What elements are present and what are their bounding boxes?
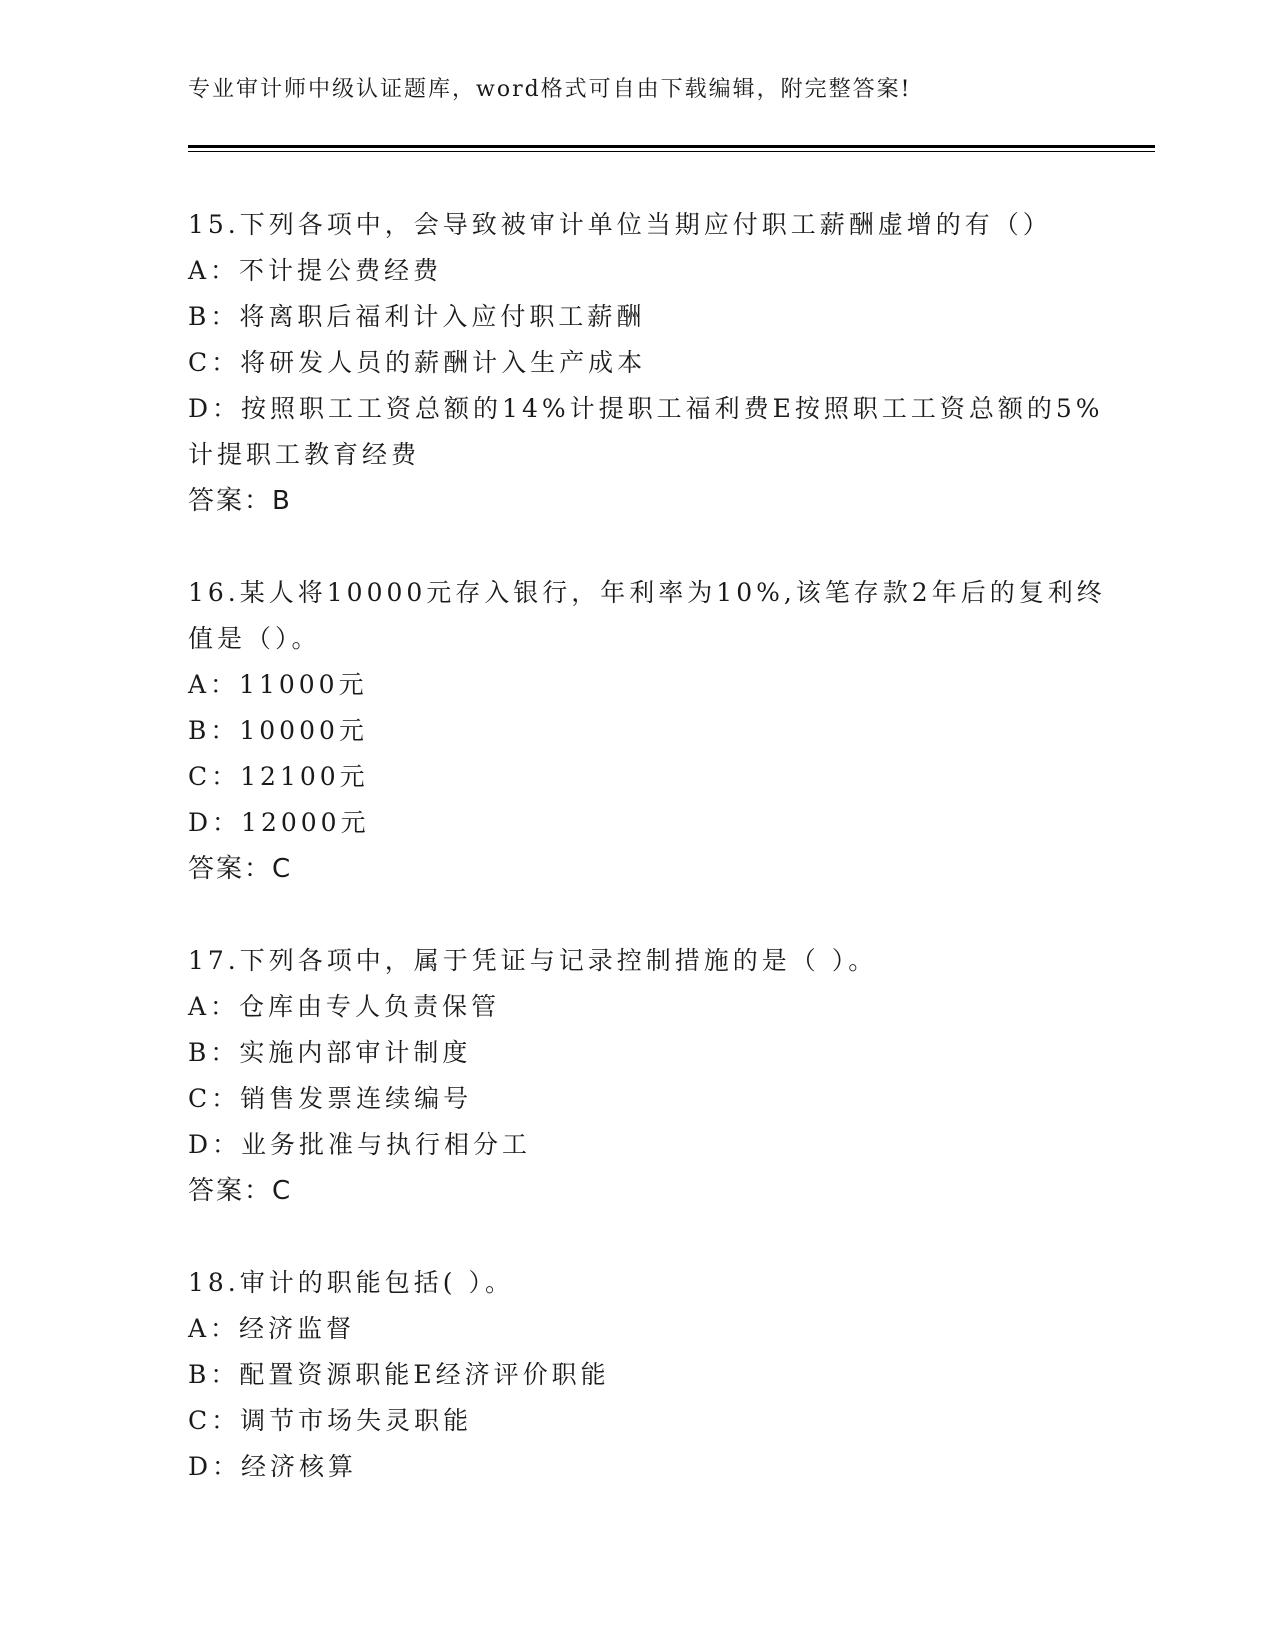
question-17 bbox=[188, 938, 1088, 1214]
option-d: D：经济核算 bbox=[188, 1452, 358, 1481]
option-a: A：不计提公费经费 bbox=[188, 256, 443, 285]
question-18 bbox=[188, 1260, 1088, 1490]
option-d: D：业务批准与执行相分工 bbox=[188, 1130, 532, 1159]
page-header: 专业审计师中级认证题库，word格式可自由下载编辑，附完整答案! bbox=[188, 77, 912, 102]
answer: 答案：B bbox=[188, 486, 292, 516]
option-a: A：经济监督 bbox=[188, 1314, 356, 1343]
question-list bbox=[188, 202, 1106, 1536]
question-stem: 18.审计的职能包括( ）。 bbox=[188, 1268, 514, 1297]
option-d-continued: 计提职工教育经费 bbox=[188, 440, 421, 469]
option-c: C：将研发人员的薪酬计入生产成本 bbox=[188, 348, 647, 377]
option-b: B：配置资源职能E经济评价职能 bbox=[188, 1360, 610, 1389]
answer: 答案：C bbox=[188, 854, 293, 884]
question-15 bbox=[188, 202, 1104, 524]
option-b: B：将离职后福利计入应付职工薪酬 bbox=[188, 302, 646, 331]
question-stem: 15.下列各项中，会导致被审计单位当期应付职工薪酬虚增的有（） bbox=[188, 210, 1052, 239]
option-a: A：11000元 bbox=[188, 670, 368, 699]
answer: 答案：C bbox=[188, 1176, 293, 1206]
question-stem-continued: 值是（）。 bbox=[188, 624, 321, 653]
question-16 bbox=[188, 570, 1106, 892]
option-c: C：销售发票连续编号 bbox=[188, 1084, 473, 1113]
option-b: B：实施内部审计制度 bbox=[188, 1038, 472, 1067]
header-rule-thin bbox=[188, 151, 1155, 152]
option-c: C：12100元 bbox=[188, 762, 369, 791]
option-c: C：调节市场失灵职能 bbox=[188, 1406, 473, 1435]
question-stem: 16.某人将10000元存入银行，年利率为10%,该笔存款2年后的复利终 bbox=[188, 578, 1106, 607]
option-b: B：10000元 bbox=[188, 716, 368, 745]
header-rule-thick bbox=[188, 145, 1155, 148]
option-d: D：12000元 bbox=[188, 808, 370, 837]
option-a: A：仓库由专人负责保管 bbox=[188, 992, 501, 1021]
question-stem: 17.下列各项中，属于凭证与记录控制措施的是（ ）。 bbox=[188, 946, 878, 975]
option-d: D：按照职工工资总额的14%计提职工福利费E按照职工工资总额的5% bbox=[188, 394, 1104, 423]
